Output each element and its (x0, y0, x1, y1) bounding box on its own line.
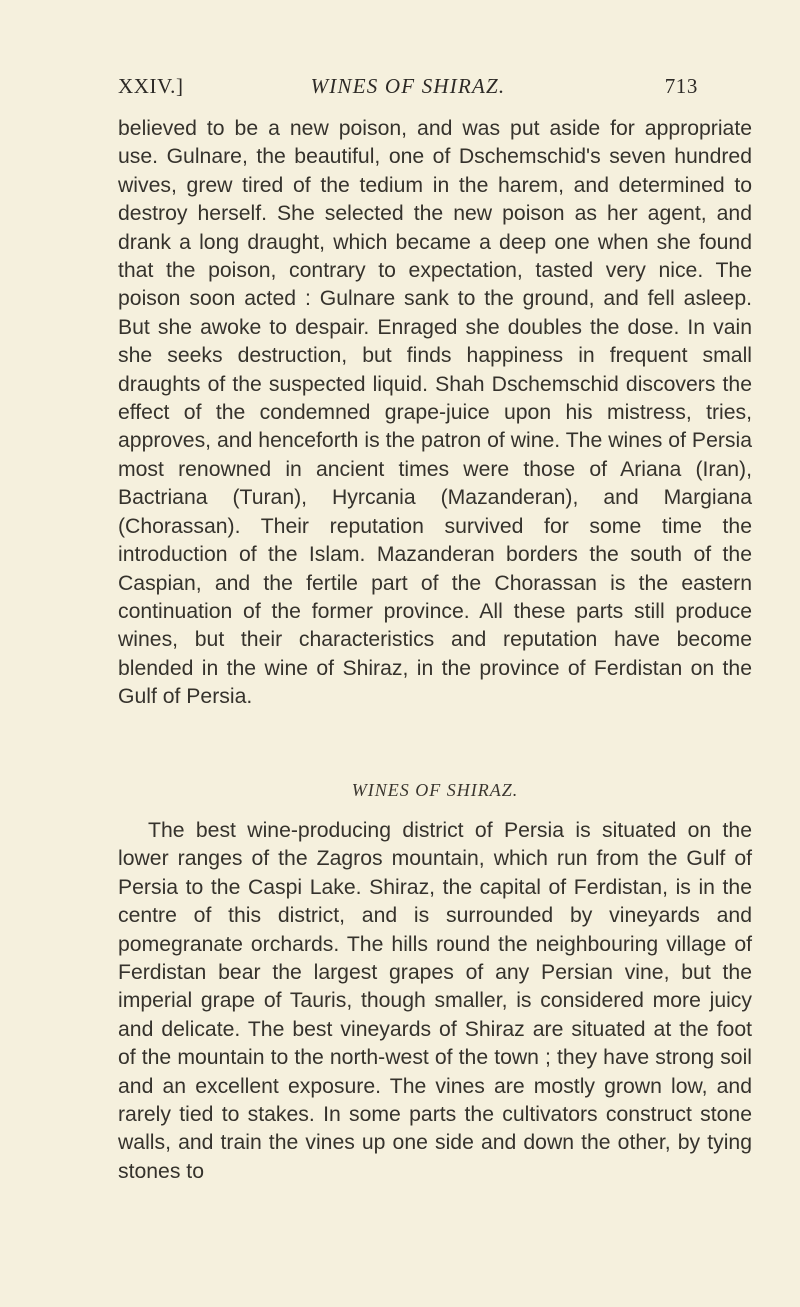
running-head (118, 74, 698, 106)
body-paragraph-2: The best wine-producing district of Persia is situated on the lower ranges of the Zagros mountain, which run from the Gulf of Persia to the Caspi Lake. Shiraz, the capital of Ferdistan, is in the centre of this district, and is surrounded by vineyards and pomegranate orchards. The hills round the neighbouring village of Ferdistan bear the largest grapes of any Persian vine, but the imperial grape of Tauris, though smaller, is considered more juicy and delicate. The best vineyards of Shiraz are situated at the foot of the mountain to the north-west of the town ; they have strong soil and an excellent exposure. The vines are mostly grown low, and rarely tied to stakes. In some parts the cultivators construct stone walls, and train the vines up one side and down the other, by tying stones to (118, 819, 752, 1183)
running-title: WINES OF SHIRAZ. (310, 74, 506, 98)
page-number: 713 (664, 74, 698, 98)
section-number: XXIV.] (118, 74, 184, 98)
section-heading: WINES OF SHIRAZ. (351, 780, 519, 800)
body-paragraph-1: believed to be a new poison, and was put aside for appropriate use. Gulnare, the beautiful, one of Dschemschid's seven hundred wives, grew tired of the tedium in the harem, and determined to destroy herself. She selected the new poison as her agent, and drank a long draught, which became a deep one when she found that the poison, contrary to expectation, tasted very nice. The poison soon acted : Gulnare sank to the ground, and fell asleep. But she awoke to despair. Enraged she doubles the dose. In vain she seeks destruction, but finds happiness in frequent small draughts of the suspected liquid. Shah Dschemschid discovers the effect of the condemned grape-juice upon his mistress, tries, approves, and henceforth is the patron of wine. The wines of Persia most renowned in ancient times were those of Ariana (Iran), Bactriana (Turan), Hyrcania (Mazanderan), and Margiana (Chorassan). Their reputation survived for some time the introduction of the Islam. Mazanderan borders the south of the Caspian, and the fertile part of the Chorassan is the eastern continuation of the former province. All these parts still produce wines, but their characteristics and reputation have become blended in the wine of Shiraz, in the province of Ferdistan on the Gulf of Persia. (118, 117, 752, 709)
